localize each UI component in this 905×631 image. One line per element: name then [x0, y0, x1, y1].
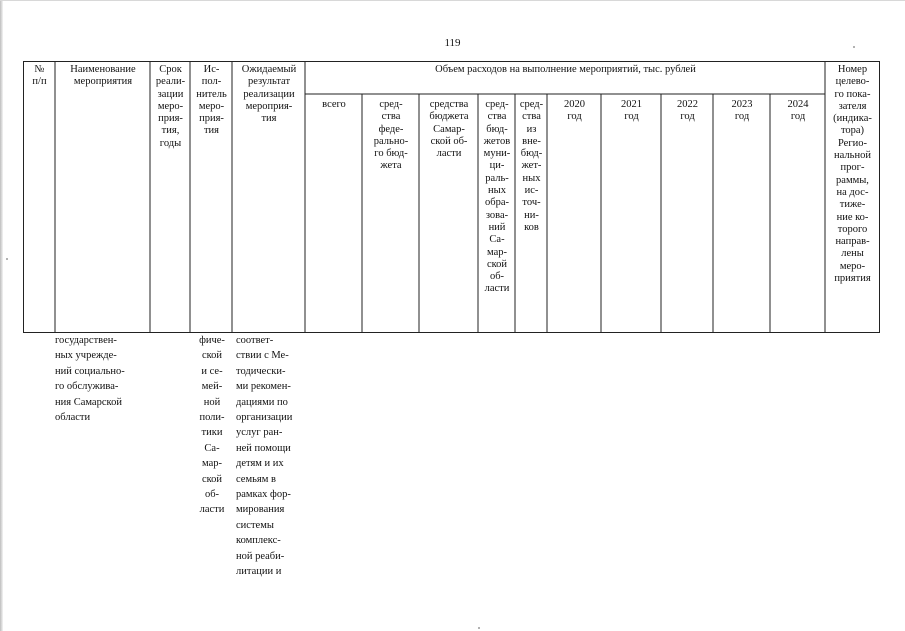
- header-year-2020: 2020 год: [564, 99, 585, 123]
- header-extrabudget: сред- ства из вне- бюд- жет- ных ис- точ- ни- ков: [519, 99, 544, 233]
- continuation-executor: фиче- ской и се- мей- ной поли- тики Са- мар- ской об- ласти: [199, 335, 225, 516]
- header-federal: сред- ства феде- рально- го бюд- жета: [373, 99, 409, 172]
- header-expenses-group: Объем расходов на выполнение мероприятий, тыс. рублей: [435, 64, 696, 75]
- scan-left-edge: [0, 0, 3, 631]
- header-name: Наименование мероприятия: [70, 64, 136, 88]
- page-number: 119: [444, 37, 461, 49]
- scan-speck: [6, 258, 8, 260]
- header-indicator: Номер целево- го пока- зателя (индика- тора) Регио- нальной прог- раммы, на дос- тиже- ние ко- торого направ- лены меро- приятия: [833, 64, 872, 285]
- header-total: всего: [322, 99, 346, 110]
- expenses-table: [23, 61, 880, 333]
- header-year-2022: 2022 год: [677, 99, 698, 123]
- header-term: Срок реали- зации меро- прия- тия, годы: [155, 64, 186, 149]
- header-year-2023: 2023 год: [731, 99, 753, 123]
- continuation-name: государствен- ных учрежде- ний социально- го обслужива- ния Самарской области: [55, 335, 125, 424]
- header-municipal: сред- ства бюд- жетов муни- ци- pаль- ных обра- зова- ний Са- мар- ской об- ласти: [483, 99, 511, 295]
- header-regional: средства бюджета Самар- ской об- ласти: [429, 99, 469, 160]
- scan-speck: [853, 46, 855, 48]
- scan-speck: [478, 627, 480, 629]
- header-year-2021: 2021 год: [621, 99, 642, 123]
- header-num: № п/п: [32, 64, 47, 88]
- header-year-2024: 2024 год: [787, 99, 809, 123]
- header-executor: Ис- пол- нитель меро- прия- тия: [196, 64, 227, 137]
- continuation-result: соответ- ствии с Ме- тодически- ми рекомен- дациями по организации услуг ран- ней помощи детям и их семьям в рамках фор- мирования системы комплекс- ной реаби- литации и: [236, 335, 293, 578]
- scan-top-edge: [0, 0, 905, 1]
- header-result: Ожидаемый результат реализации мероприя- тия: [241, 64, 297, 125]
